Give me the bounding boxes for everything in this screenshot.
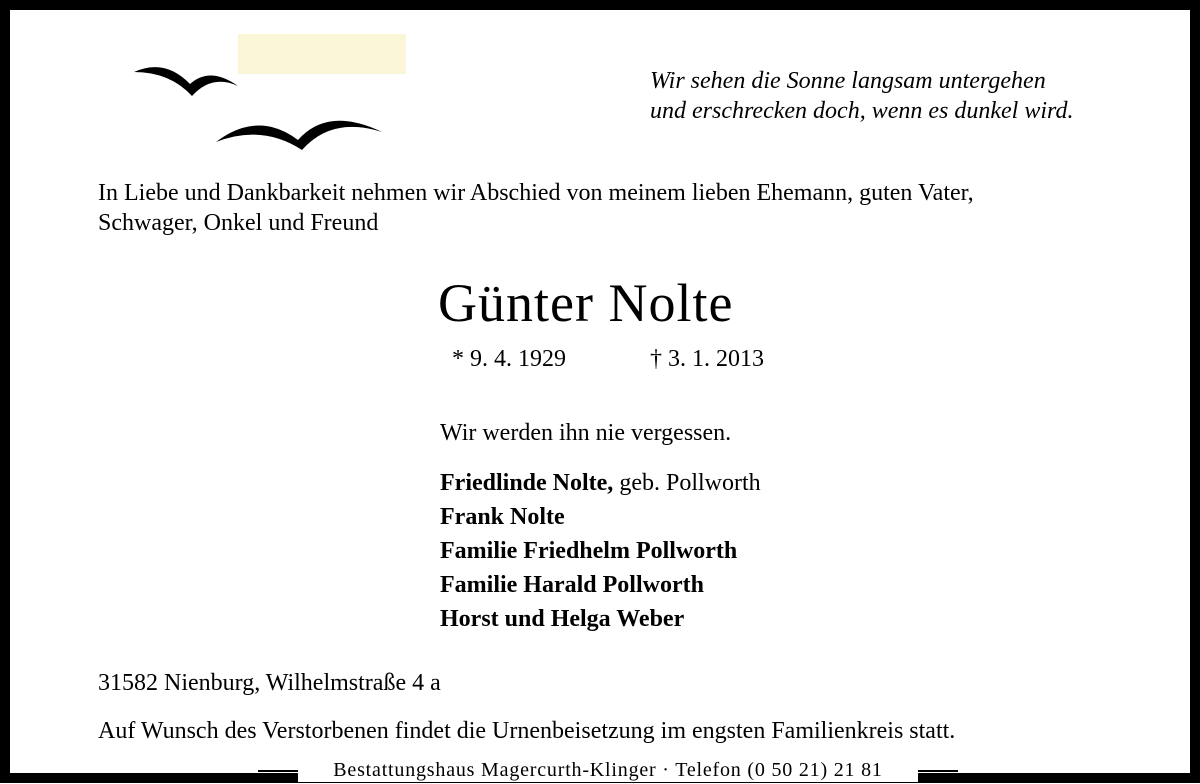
- deceased-name: Günter Nolte: [438, 273, 734, 333]
- burial-note: Auf Wunsch des Verstorbenen findet die Urnenbeisetzung im engsten Familienkreis statt.: [98, 718, 956, 744]
- mourners-list: [440, 466, 761, 636]
- mourner-name: Familie Harald Pollworth: [440, 572, 704, 598]
- mourner-item: [440, 466, 761, 500]
- never-forget-text: Wir werden ihn nie vergessen.: [440, 420, 732, 446]
- footer-text: Bestattungshaus Magercurth-Klinger · Telefon (0 50 21) 21 81: [298, 758, 918, 782]
- mourner-item: [440, 500, 761, 534]
- footer-rule-right: [918, 770, 958, 772]
- address: 31582 Nienburg, Wilhelmstraße 4 a: [98, 670, 441, 696]
- death-date: † 3. 1. 2013: [650, 346, 764, 372]
- intro-text: [98, 178, 1118, 238]
- intro-line-2: Schwager, Onkel und Freund: [98, 210, 379, 236]
- intro-line-1: In Liebe und Dankbarkeit nehmen wir Abschied von meinem lieben Ehemann, guten Vater,: [98, 180, 974, 206]
- mourner-name: Familie Friedhelm Pollworth: [440, 538, 738, 564]
- mourner-item: [440, 568, 761, 602]
- mourner-item: [440, 602, 761, 636]
- quote-line-2: und erschrecken doch, wenn es dunkel wird.: [650, 98, 1074, 124]
- mourner-name: Frank Nolte: [440, 504, 565, 530]
- funeral-home-footer: [258, 758, 958, 784]
- mourner-note: geb. Pollworth: [613, 470, 761, 496]
- flying-birds-icon: [120, 50, 400, 160]
- mourner-item: [440, 534, 761, 568]
- mourner-name: Friedlinde Nolte,: [440, 470, 614, 496]
- footer-rule-left: [258, 770, 298, 772]
- mourner-name: Horst und Helga Weber: [440, 606, 685, 632]
- quote: [650, 66, 1073, 126]
- quote-line-1: Wir sehen die Sonne langsam untergehen: [650, 68, 1046, 94]
- birth-date: * 9. 4. 1929: [452, 346, 566, 372]
